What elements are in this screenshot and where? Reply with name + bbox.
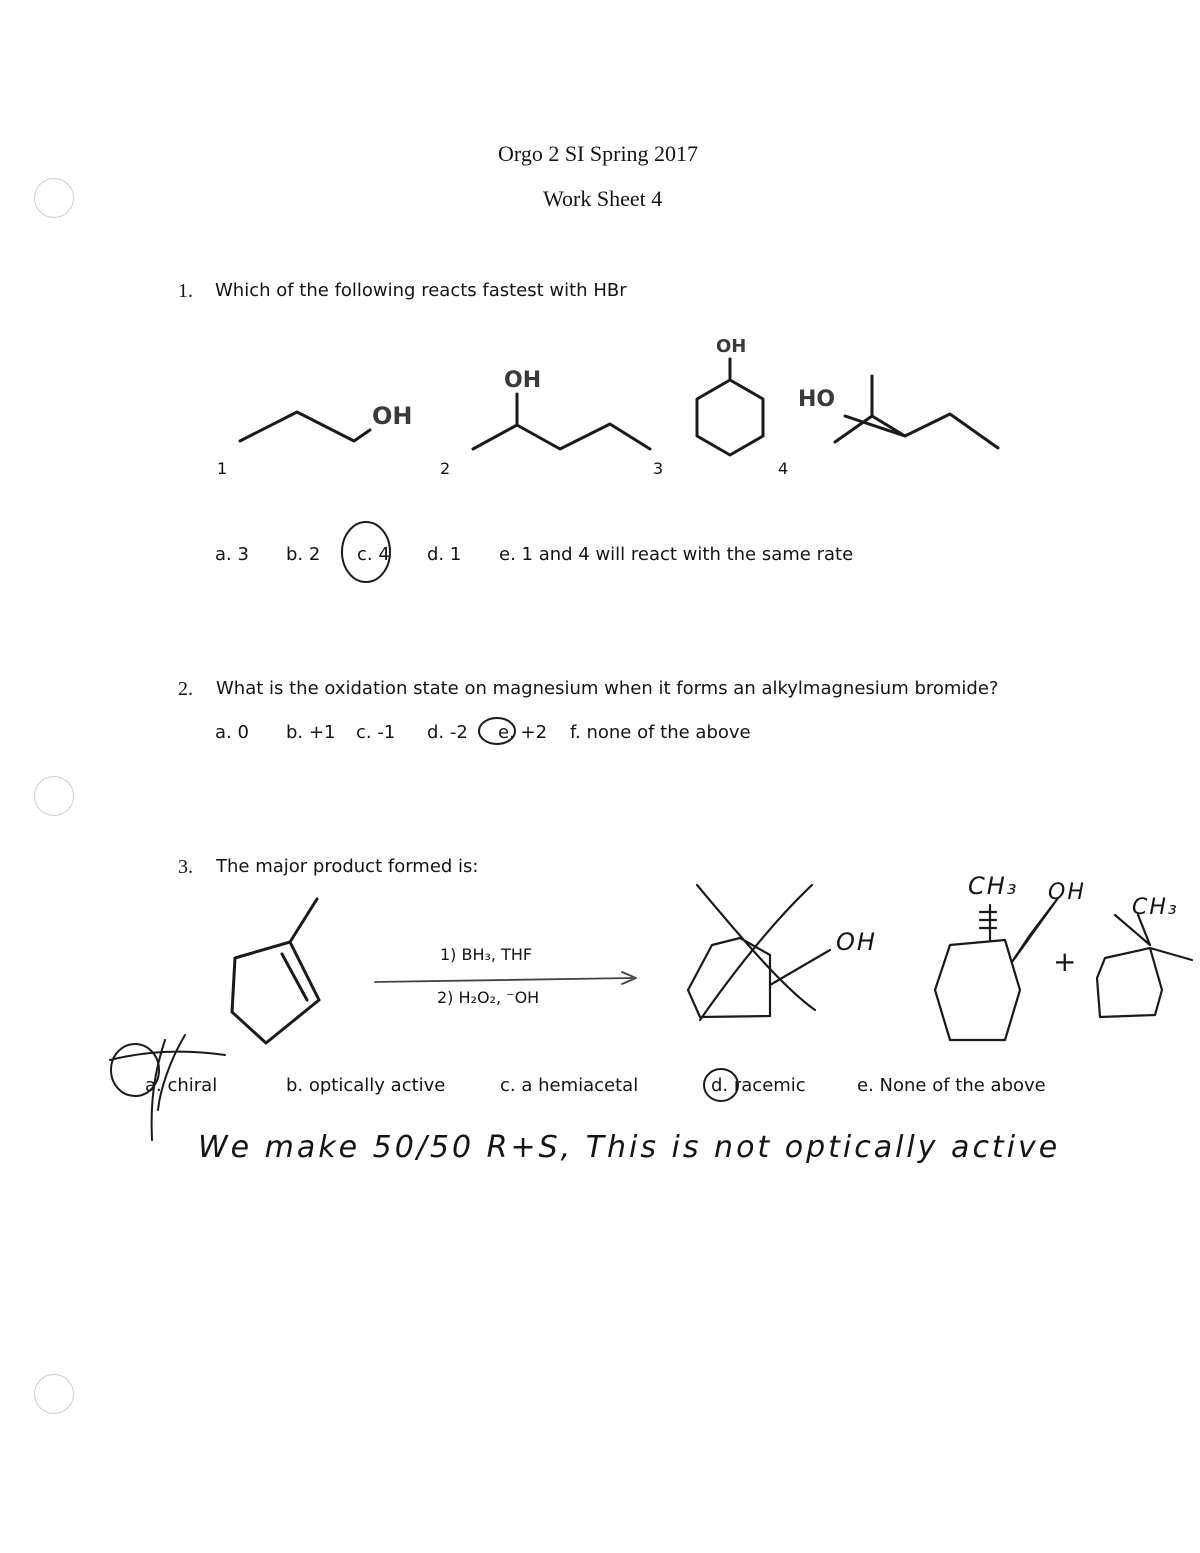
q1-option-c[interactable]: c. 4 [357, 544, 390, 565]
handwritten-oh-product: OH [836, 928, 877, 956]
q1-option-d[interactable]: d. 1 [427, 544, 462, 565]
handwritten-plus: + [1053, 945, 1079, 978]
crossed-out-product-drawing [688, 885, 830, 1020]
methylcyclopentene-structure [232, 899, 319, 1043]
q2-text: What is the oxidation state on magnesium when it forms an alkylmagnesium bromide? [216, 678, 999, 699]
q2-option-c[interactable]: c. -1 [356, 722, 396, 743]
enantiomer-a-drawing [935, 898, 1058, 1040]
q1-oh-group-2: OH [504, 368, 542, 393]
q3-option-a[interactable]: a. chiral [145, 1075, 218, 1096]
enantiomer-b-drawing [1097, 915, 1192, 1017]
q3-text: The major product formed is: [216, 856, 479, 877]
q2-answer-circle [479, 718, 515, 744]
structure-label-4: 4 [778, 459, 789, 478]
reagent-step-1: 1) BH₃, THF [440, 945, 533, 964]
reaction-arrow [375, 978, 632, 982]
q3-option-e[interactable]: e. None of the above [857, 1075, 1046, 1096]
q1-oh-group-3: OH [716, 336, 747, 357]
q1-oh-group-1: OH [372, 402, 413, 430]
worksheet-title: Orgo 2 SI Spring 2017 [498, 141, 699, 166]
q1-answer-circle [342, 522, 390, 582]
q2-option-d[interactable]: d. -2 [427, 722, 468, 743]
q1-option-a[interactable]: a. 3 [215, 544, 249, 565]
q3-option-d[interactable]: d. racemic [711, 1075, 806, 1096]
handwritten-explanation: We make 50/50 R+S, This is not optically active [198, 1130, 1061, 1165]
q1-text: Which of the following reacts fastest with HBr [215, 280, 627, 301]
reagent-step-2: 2) H₂O₂, ⁻OH [437, 988, 540, 1007]
structure-label-2: 2 [440, 459, 451, 478]
handwritten-ch3-b: CH₃ [1132, 895, 1179, 920]
q2-number: 2. [178, 678, 193, 700]
q1-ho-group-4: HO [798, 387, 836, 412]
q3-option-c[interactable]: c. a hemiacetal [500, 1075, 639, 1096]
q2-option-b[interactable]: b. +1 [286, 722, 336, 743]
q2-option-a[interactable]: a. 0 [215, 722, 249, 743]
worksheet-subtitle: Work Sheet 4 [543, 186, 663, 211]
q2-option-e[interactable]: e. +2 [498, 722, 548, 743]
q3-option-b[interactable]: b. optically active [286, 1075, 446, 1096]
handwritten-oh-a: OH [1048, 880, 1086, 905]
structure-label-3: 3 [653, 459, 664, 478]
handwritten-ch3-a: CH₃ [968, 872, 1019, 900]
q1-option-e[interactable]: e. 1 and 4 will react with the same rate [499, 544, 854, 565]
q1-number: 1. [178, 280, 193, 302]
q3-number: 3. [178, 856, 193, 878]
structure-label-1: 1 [217, 459, 228, 478]
q2-option-f[interactable]: f. none of the above [570, 722, 751, 743]
q1-option-b[interactable]: b. 2 [286, 544, 321, 565]
